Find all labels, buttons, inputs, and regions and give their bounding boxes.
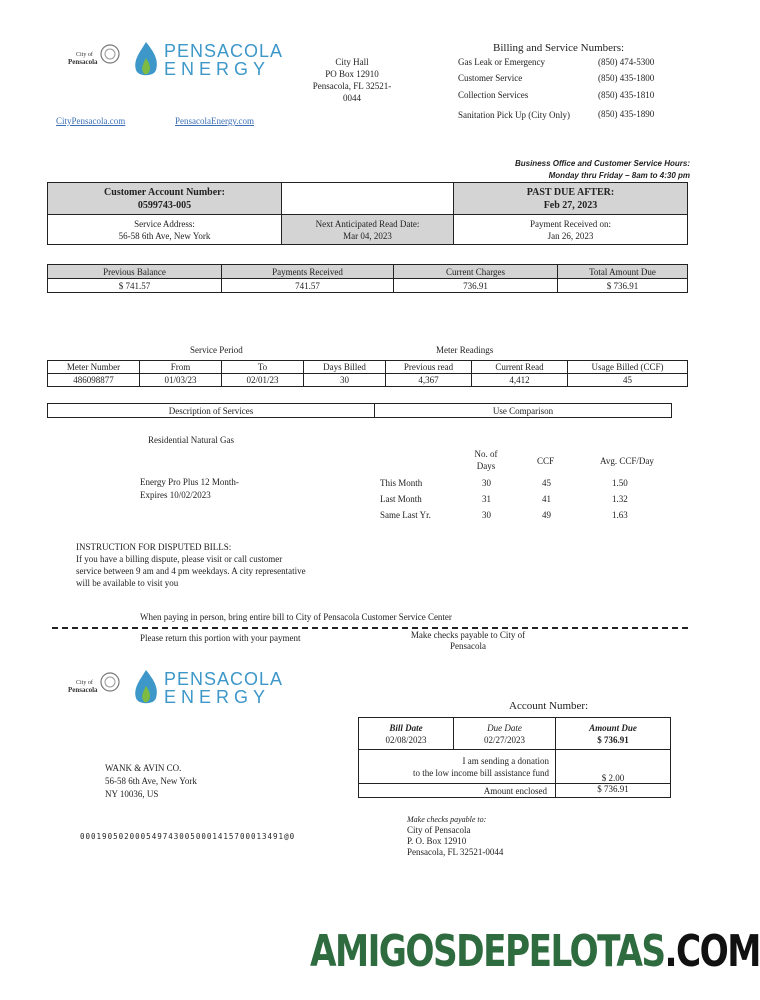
comparison-label: Same Last Yr. (380, 510, 431, 520)
return-note: Please return this portion with your payment (140, 633, 301, 643)
remittance-table (358, 717, 671, 798)
payable-line2: P. O. Box 12910 (407, 836, 467, 846)
description-of-services-header: Description of Services (48, 404, 375, 418)
hours-line1: Business Office and Customer Service Hours: (514, 159, 690, 168)
checks-payable-line1: Make checks payable to City of (410, 630, 526, 640)
donation-line2: to the low income bill assistance fund (413, 767, 549, 778)
service-period-label: Service Period (190, 345, 243, 355)
meter-header-from: From (140, 361, 222, 374)
meter-header-current: Current Read (472, 361, 568, 374)
meter-header-days: Days Billed (304, 361, 386, 374)
dispute-line2: service between 9 am and 4 pm weekdays. A city representative (76, 566, 306, 576)
balance-value-total: $ 736.91 (558, 279, 688, 293)
ocr-scanline: 0001905020005497430050001415700013491@0 (80, 832, 296, 841)
balance-header-current: Current Charges (394, 265, 558, 279)
address-line1: City Hall (335, 57, 369, 67)
service-label-3: Collection Services (458, 90, 529, 100)
bill-date-cell (359, 718, 454, 750)
dispute-title: INSTRUCTION FOR DISPUTED BILLS: (76, 542, 232, 552)
comparison-label: Last Month (380, 494, 422, 504)
seal-top-text: City of (76, 680, 93, 686)
due-date-label: Due Date (487, 722, 522, 733)
due-date-cell (454, 718, 556, 750)
logo-line2: ENERGY (164, 687, 271, 707)
customer-mailing-address (105, 762, 197, 801)
service-item-2 (140, 476, 239, 502)
checks-payable-note (388, 630, 548, 652)
city-seal (66, 42, 122, 72)
dispute-instructions (76, 541, 306, 589)
donation-line1: I am sending a donation (462, 755, 549, 766)
address-line4: 0044 (343, 93, 361, 103)
comparison-ccf: 41 (542, 494, 551, 504)
meter-table (47, 360, 688, 387)
balance-header-payments: Payments Received (222, 265, 394, 279)
service-address-value: 56-58 6th Ave, New York (118, 230, 211, 241)
customer-addr2: NY 10036, US (105, 789, 159, 799)
next-read-cell (282, 215, 454, 245)
checks-payable-line2: Pensacola (450, 641, 486, 651)
balance-value-payments: 741.57 (222, 279, 394, 293)
next-read-date: Mar 04, 2023 (343, 230, 392, 241)
balance-value-current: 736.91 (394, 279, 558, 293)
watermark-part2: .COM (664, 926, 760, 977)
due-date-value: 02/27/2023 (483, 734, 525, 745)
comparison-avg: 1.50 (612, 478, 628, 488)
logo-line1: PENSACOLA (164, 41, 284, 61)
amount-enclosed-label: Amount enclosed (359, 784, 556, 798)
balance-value-previous: $ 741.57 (48, 279, 222, 293)
logo-line1: PENSACOLA (164, 669, 284, 689)
meter-value-to: 02/01/23 (222, 374, 304, 387)
seal-name-text: Pensacola (68, 58, 98, 66)
stub-city-seal (66, 670, 122, 700)
service-address-label: Service Address: (134, 218, 195, 229)
meter-value-usage: 45 (568, 374, 688, 387)
amount-enclosed-value[interactable]: $ 736.91 (556, 784, 671, 798)
pensacola-energy-logo (132, 38, 284, 84)
comparison-avg: 1.32 (612, 494, 628, 504)
comparison-avg: 1.63 (612, 510, 628, 520)
service-item-1: Residential Natural Gas (148, 435, 234, 445)
city-hall-address (292, 56, 412, 104)
donation-amount[interactable]: $ 2.00 (556, 750, 671, 784)
comparison-ccf: 45 (542, 478, 551, 488)
payment-received-label: Payment Received on: (530, 218, 611, 229)
comparison-header-days: No. of Days (474, 449, 498, 471)
comparison-days: 30 (482, 478, 491, 488)
amount-due-cell (556, 718, 671, 750)
service-number-4: (850) 435-1890 (598, 109, 655, 119)
service-number-2: (850) 435-1800 (598, 73, 655, 83)
meter-header-number: Meter Number (48, 361, 140, 374)
bill-date-value: 02/08/2023 (385, 734, 427, 745)
address-line3: Pensacola, FL 32521- (312, 81, 392, 91)
comparison-days: 30 (482, 510, 491, 520)
service-item-2-line1: Energy Pro Plus 12 Month- (140, 477, 239, 487)
payable-title: Make checks payable to: (407, 815, 487, 824)
meter-value-previous: 4,367 (386, 374, 472, 387)
services-header-table (47, 403, 672, 418)
address-line2: PO Box 12910 (325, 69, 379, 79)
comparison-days: 31 (482, 494, 491, 504)
amount-due-label: Amount Due (589, 722, 637, 733)
service-number-3: (850) 435-1810 (598, 90, 655, 100)
bill-date-label: Bill Date (389, 722, 423, 733)
meter-header-previous: Previous read (386, 361, 472, 374)
service-label-2: Customer Service (458, 73, 523, 83)
watermark (310, 924, 760, 984)
meter-header-to: To (222, 361, 304, 374)
stub-pensacola-energy-logo (132, 666, 282, 712)
comparison-ccf: 49 (542, 510, 551, 520)
office-hours (440, 158, 690, 182)
dispute-line3: will be available to visit you (76, 578, 179, 588)
watermark-part1: AMIGOSDEPELOTAS (310, 926, 665, 977)
comparison-header-avg: Avg. CCF/Day (600, 456, 654, 466)
past-due-date: Feb 27, 2023 (543, 199, 598, 211)
payment-received-date: Jan 26, 2023 (547, 230, 594, 241)
meter-value-days: 30 (304, 374, 386, 387)
balance-header-previous: Previous Balance (48, 265, 222, 279)
account-number-label: Customer Account Number: (104, 186, 225, 198)
service-item-2-line2: Expires 10/02/2023 (140, 490, 211, 500)
payable-line1: City of Pensacola (407, 825, 471, 835)
account-table (47, 182, 688, 245)
payment-received-cell (454, 215, 688, 245)
meter-value-number: 486098877 (48, 374, 140, 387)
service-address-cell (48, 215, 282, 245)
meter-header-usage: Usage Billed (CCF) (568, 361, 688, 374)
logo-line2: ENERGY (164, 59, 271, 79)
comparison-label: This Month (380, 478, 423, 488)
meter-value-current: 4,412 (472, 374, 568, 387)
seal-name-text: Pensacola (68, 686, 98, 694)
service-label-1: Gas Leak or Emergency (458, 57, 546, 67)
account-number-value: 0599743-005 (137, 199, 192, 211)
seal-top-text: City of (76, 52, 93, 58)
dispute-line1: If you have a billing dispute, please visit or call customer (76, 554, 283, 564)
service-label-4: Sanitation Pick Up (City Only) (458, 110, 570, 120)
comparison-header-ccf: CCF (537, 456, 555, 466)
flame-icon (132, 668, 160, 708)
use-comparison-header: Use Comparison (375, 404, 672, 418)
balance-table (47, 264, 688, 293)
stub-account-number-label: Account Number: (509, 700, 589, 712)
customer-addr1: 56-58 6th Ave, New York (105, 776, 197, 786)
payable-line3: Pensacola, FL 32521-0044 (407, 847, 504, 857)
customer-name: WANK & AVIN CO. (105, 763, 182, 773)
hours-line2: Monday thru Friday – 8am to 4:30 pm (548, 171, 690, 180)
flame-icon (132, 40, 160, 80)
past-due-label: PAST DUE AFTER: (526, 186, 615, 198)
past-due-cell (454, 183, 688, 215)
city-pensacola-link[interactable]: CityPensacola.com (56, 116, 126, 126)
amount-due-value: $ 736.91 (597, 734, 629, 745)
in-person-note: When paying in person, bring entire bill to City of Pensacola Customer Service Center (140, 612, 452, 622)
tear-line (52, 627, 688, 629)
meter-readings-label: Meter Readings (436, 345, 494, 355)
billing-title: Billing and Service Numbers: (493, 42, 625, 54)
balance-header-total: Total Amount Due (558, 265, 688, 279)
account-number-cell (48, 183, 282, 215)
payable-to-block (407, 814, 503, 858)
next-read-label: Next Anticipated Read Date: (315, 218, 420, 229)
service-number-1: (850) 474-5300 (598, 57, 655, 67)
meter-value-from: 01/03/23 (140, 374, 222, 387)
donation-cell (359, 750, 556, 784)
pensacola-energy-link[interactable]: PensacolaEnergy.com (175, 116, 254, 126)
blank-cell (282, 183, 454, 215)
